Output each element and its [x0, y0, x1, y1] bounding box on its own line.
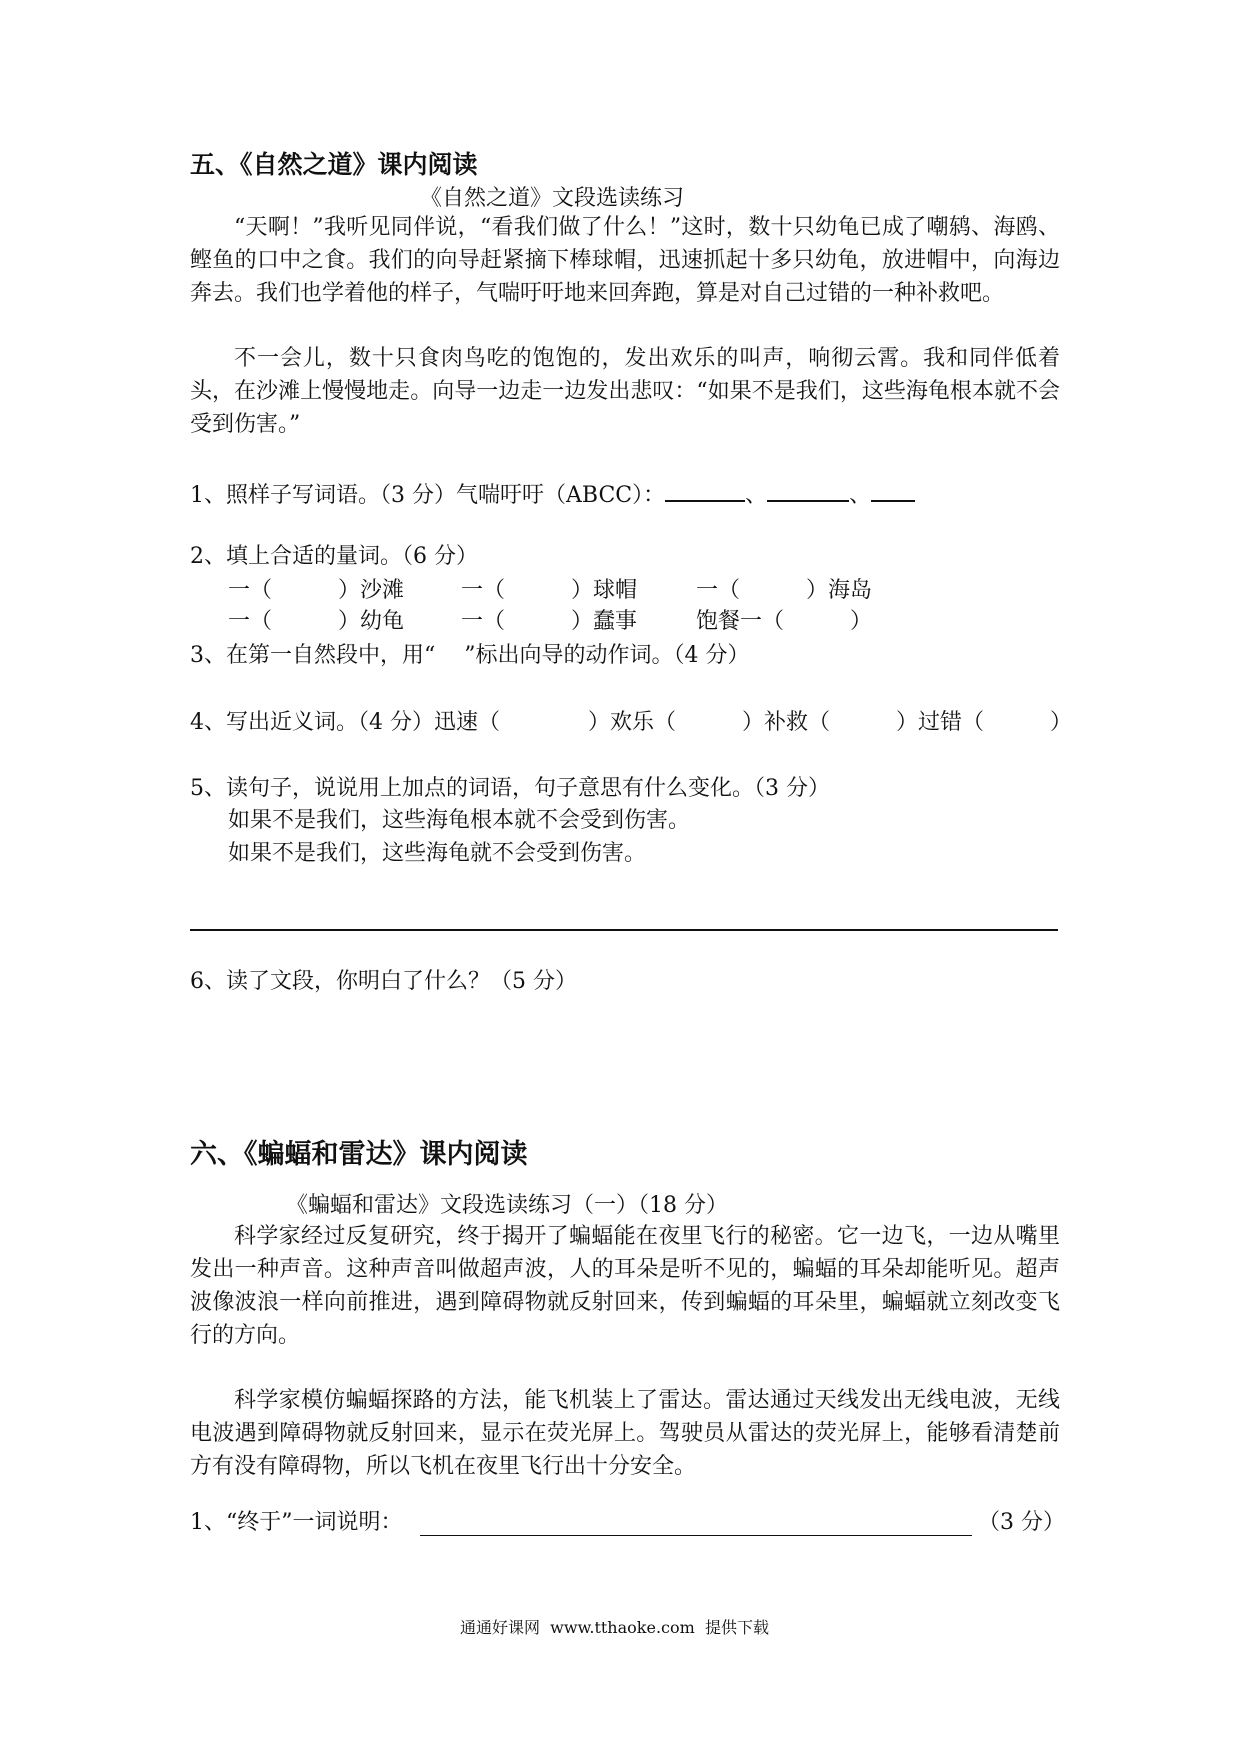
answer-blank-5-1b[interactable]: [767, 482, 849, 502]
answer-blank-5-1c[interactable]: [871, 482, 915, 502]
question-5-1: [190, 482, 915, 507]
question-5-1-text: 1、照样子写词语。（3 分）气喘吁吁（ABCC）：: [190, 483, 666, 508]
question-5-4: 4、写出近义词。（4 分）迅速（ ）欢乐（ ）补救（ ）过错（ ）: [190, 710, 1072, 735]
question-6-1-score: （3 分）: [978, 1510, 1065, 1535]
measure-word-item: 一（ ）球帽: [461, 578, 638, 603]
section6-paragraph-1: 科学家经过反复研究，终于揭开了蝙蝠能在夜里飞行的秘密。它一边飞，一边从嘴里发出一种声音。这种声音叫做超声波，人的耳朵是听不见的，蝙蝠的耳朵却能听见。超声波像波浪一样向前推进，遇到障碍物就反射回来，传到蝙蝠的耳朵里，蝙蝠就立刻改变飞行的方向。: [190, 1224, 1060, 1348]
blank-separator-1: 、: [745, 483, 768, 508]
section6-heading: 六、《蝙蝠和雷达》课内阅读: [190, 1139, 528, 1170]
measure-word-item: 一（ ）海岛: [696, 578, 873, 603]
section5-paragraph-2: 不一会儿，数十只食肉鸟吃的饱饱的，发出欢乐的叫声，响彻云霄。我和同伴低着头，在沙滩上慢慢地走。向导一边走一边发出悲叹：“如果不是我们，这些海龟根本就不会受到伤害。”: [190, 346, 1060, 437]
question-5-2: 2、填上合适的量词。（6 分）: [190, 544, 478, 569]
question-6-1: 1、“终于”一词说明：: [190, 1510, 403, 1535]
measure-word-item: 饱餐一（ ）: [696, 609, 873, 634]
measure-word-item: 一（ ）幼龟: [228, 609, 405, 634]
blank-separator-2: 、: [849, 483, 872, 508]
section5-subtitle: 《自然之道》文段选读练习: [420, 186, 685, 211]
question-5-5-sentence-1: 如果不是我们，这些海龟根本就不会受到伤害。: [228, 808, 691, 833]
answer-blank-5-1a[interactable]: [665, 482, 745, 502]
section5-heading: 五、《自然之道》课内阅读: [190, 150, 478, 179]
section6-paragraph-2: 科学家模仿蝙蝠探路的方法，能飞机装上了雷达。雷达通过天线发出无线电波，无线电波遇到障碍物就反射回来，显示在荧光屏上。驾驶员从雷达的荧光屏上，能够看清楚前方有没有障碍物，所以飞机在夜里飞行出十分安全。: [190, 1388, 1060, 1479]
question-5-5-sentence-2: 如果不是我们，这些海龟就不会受到伤害。: [228, 841, 647, 866]
question-5-5: 5、读句子，说说用上加点的词语，句子意思有什么变化。（3 分）: [190, 776, 830, 801]
question-5-3: 3、在第一自然段中，用“ ”标出向导的动作词。（4 分）: [190, 643, 750, 668]
answer-line-6-1[interactable]: [420, 1535, 972, 1536]
answer-line-5-5[interactable]: [190, 929, 1058, 931]
question-5-6: 6、读了文段，你明白了什么？（5 分）: [190, 969, 577, 994]
section5-paragraph-1: “天啊！”我听见同伴说，“看我们做了什么！”这时，数十只幼龟已成了嘲鸫、海鸥、鲣鱼的口中之食。我们的向导赶紧摘下棒球帽，迅速抓起十多只幼龟，放进帽中，向海边奔去。我们也学着他的样子，气喘吁吁地来回奔跑，算是对自己过错的一种补救吧。: [190, 215, 1060, 306]
section6-subtitle: 《蝙蝠和雷达》文段选读练习（一）（18 分）: [286, 1193, 728, 1218]
measure-word-item: 一（ ）沙滩: [228, 578, 405, 603]
measure-word-item: 一（ ）蠢事: [461, 609, 638, 634]
page-footer: 通通好课网 www.tthaoke.com 提供下载: [460, 1618, 769, 1637]
